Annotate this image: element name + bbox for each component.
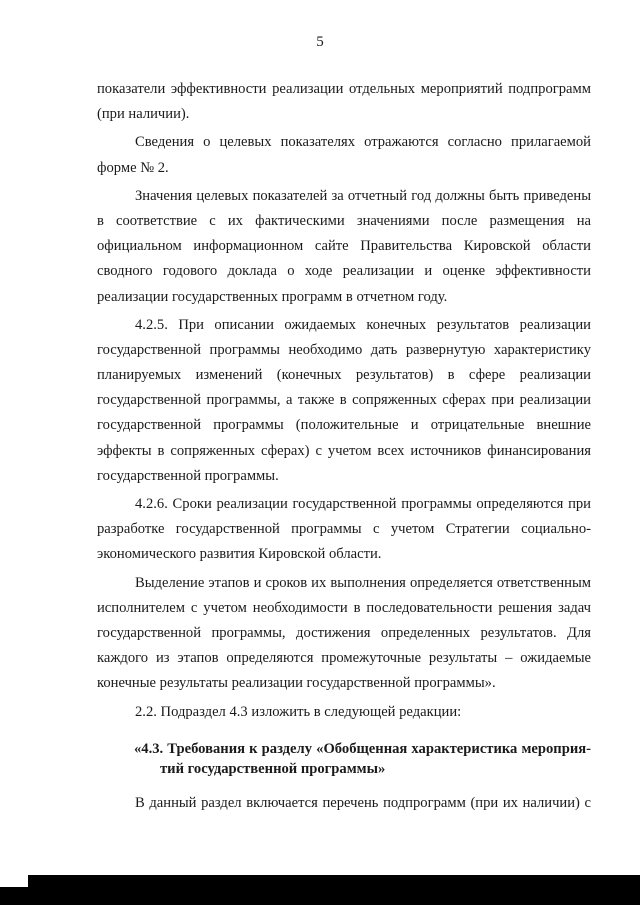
text-line: разработке государственной программы с учетом Стратегии социально- [97,521,591,538]
text-line: Выделение этапов и сроков их выполнения определяется ответственным [135,574,591,591]
text-line: 4.2.6. Сроки реализации государственной программы определяются при [135,496,591,512]
paragraph-1 [97,77,591,127]
text-line: показатели эффективности реализации отдельных мероприятий подпрограмм [97,81,591,97]
text-line: государственной программы (положительные и отрицательные внешние [97,417,591,434]
text-line: планируемых изменений (конечных результатов) в сфере реализации [97,367,591,384]
document-body [97,77,591,819]
paragraph-8 [97,791,591,816]
text-line: государственной программы. [97,467,279,484]
paragraph-3 [97,184,591,310]
scan-edge-bar [28,875,640,905]
text-line: В данный раздел включается перечень подпрограмм (при их наличии) с [135,794,591,811]
paragraph-4 [97,313,591,489]
paragraph-6 [97,571,591,697]
text-line: государственной программы необходимо дать развернутую характеристику [97,341,591,358]
text-line: Значения целевых показателей за отчетный год должны быть приведены [135,187,591,204]
heading-line: «4.3. Требования к разделу «Обобщенная характеристика мероприя- [134,740,591,757]
text-line: Сведения о целевых показателях отражаются согласно прилагаемой [135,134,591,151]
text-line: государственной программы, достижения определенных результатов. Для [97,624,591,641]
text-line: форме № 2. [97,159,169,176]
text-line: реализации государственных программ в отчетном году. [97,288,448,305]
text-line: в соответствие с их фактическими значениями после размещения на [97,212,591,229]
scan-edge-bar-left [0,887,30,905]
text-line: (при наличии). [97,106,190,123]
heading-line: тий государственной программы» [160,760,386,777]
page-number: 5 [316,34,324,50]
text-line: экономического развития Кировской области. [97,546,382,563]
text-line: эффекты в сопряженных сферах) с учетом всех источников финансирования [97,442,591,459]
paragraph-5 [97,492,591,568]
text-line: каждого из этапов определяются промежуточные результаты – ожидаемые [97,650,591,667]
text-line: исполнителем с учетом необходимости в последовательности решения задач [97,599,591,616]
paragraph-7 [97,700,591,725]
text-line: сводного годового доклада о ходе реализации и оценке эффективности [97,263,591,280]
text-line: 4.2.5. При описании ожидаемых конечных результатов реализации [135,316,591,333]
text-line: конечные результаты реализации государственной программы». [97,675,496,692]
text-line: 2.2. Подраздел 4.3 изложить в следующей редакции: [135,703,462,720]
paragraph-2 [97,130,591,180]
text-line: государственной программы, а также в сопряженных сферах при реализации [97,392,591,409]
section-heading [97,739,591,779]
text-line: официальном информационном сайте Правительства Кировской области [97,238,591,255]
